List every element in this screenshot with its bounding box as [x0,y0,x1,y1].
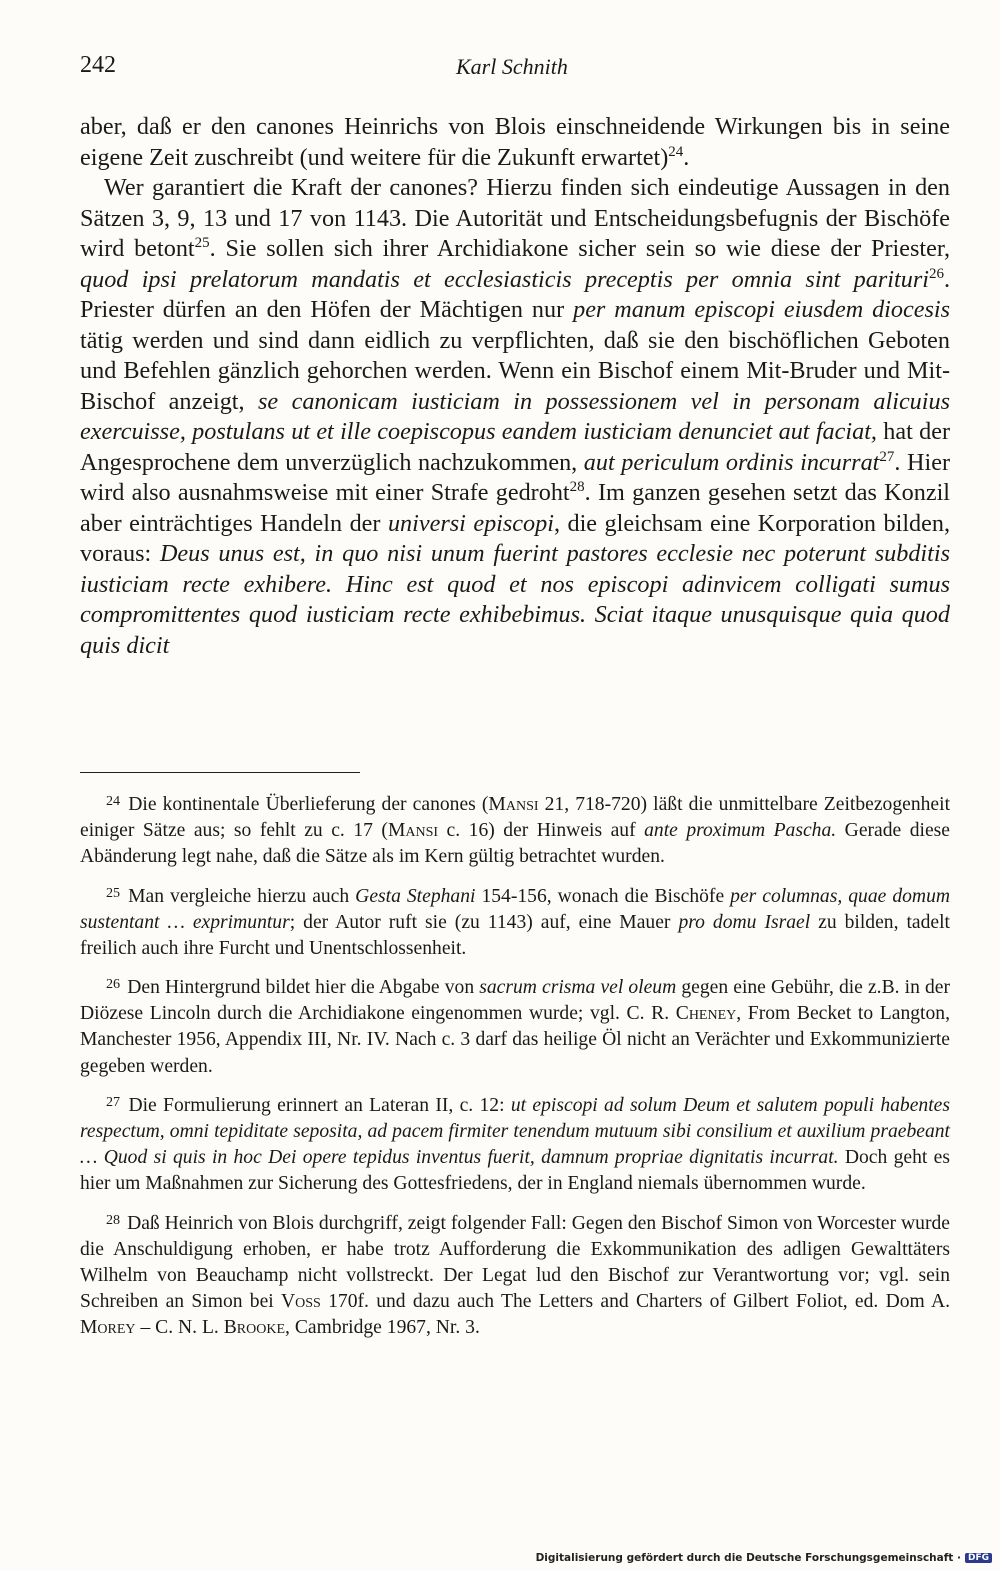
latin-quote: per columnas, quae domum sustentant … exprimuntur [80,885,951,933]
latin-quote: aut periculum ordinis incurrat [583,448,880,476]
digitization-credit [536,1552,992,1564]
main-text [80,112,950,661]
footnote-text: Die kontinentale Überlieferung der canones (Mansi 21, 718-720) läßt die unmittelbare Zeitbezogenheit einiger Sätze aus; so fehlt zu c. 17 (Mansi c. 16) der Hinweis auf ante proximum Pascha. Gerade diese Abänderung legt nahe, daß die Sätze als im Kern gültig betrachtet wurden. [80,793,951,868]
latin-quote: per manum episcopi eiusdem diocesis [573,296,950,323]
footnote-text: Daß Heinrich von Blois durchgriff, zeigt folgender Fall: Gegen den Bischof Simon von Worcester wurde die Anschuldigung erhoben, er habe trotz Aufforderung die Exkommunikation des adligen Gewalttäters Wilhelm von Beauchamp nicht vollstreckt. Der Legat lud den Bischof zur Verantwortung vor; vgl. sein Schreiben an Simon bei Voss 170f. und dazu auch The Letters and Charters of Gilbert Foliot, ed. Dom A. Morey – C. N. L. Brooke, Cambridge 1967, Nr. 3. [80,1212,950,1339]
page-header [80,52,950,86]
footnote-ref: 26 [928,265,944,282]
latin-quote: quod ipsi prelatorum mandatis et ecclesiasticis preceptis per omnia sint parituri [80,265,929,293]
footnote-ref: 25 [194,234,210,251]
footnote-text: Den Hintergrund bildet hier die Abgabe von sacrum crisma vel oleum gegen eine Gebühr, die z.B. in der Diözese Lincoln durch die Archidiakone eingenommen wurde; vgl. C. R. Cheney, From Becket to Langton, Manchester 1956, Appendix III, Nr. IV. Nach c. 3 darf das heilige Öl nicht an Verächter und Exkommunizierte gegeben werden. [80,977,950,1077]
footnote-text: Man vergleiche hierzu auch Gesta Stephani 154-156, wonach die Bischöfe per columnas, quae domum sustentant … exprimuntur; der Autor ruft sie (zu 1143) auf, eine Mauer pro domu Israel zu bilden, tadelt freilich auch ihre Furcht und Unentschlossenheit. [80,885,951,959]
dfg-logo: DFG [965,1553,992,1563]
latin-quote: ut episcopi ad solum Deum et salutem populi habentes respectum, omni tepiditate seposita, ad pacem firmiter tenendum mutuum sibi consilium et auxilium praebeant … Quod si quis in hoc Dei opere tepidus inventus fuerit, damnum propriae dignitatis incurrat. [80,1094,950,1169]
author-name: Brooke [223,1317,286,1339]
footnote-text: Die Formulierung erinnert an Lateran II, c. 12: ut episcopi ad solum Deum et salutem populi habentes respectum, omni tepiditate seposita, ad pacem firmiter tenendum mutuum sibi consilium et auxilium praebeant … Quod si quis in hoc Dei opere tepidus inventus fuerit, damnum propriae dignitatis incurrat. Doch geht es hier um Maßnahmen zur Sicherung des Gottesfriedens, der in England niemals übernommen wurde. [80,1094,950,1195]
footnote-number: 26 [106,976,121,993]
footnote-26 [80,971,950,1080]
author-name: Morey [80,1317,136,1339]
latin-quote: sacrum crisma vel oleum [479,977,677,999]
paragraph-2: Wer garantiert die Kraft der canones? Hierzu finden sich eindeutige Aussagen in den Sätzen 3, 9, 13 und 17 von 1143. Die Autorität und Entscheidungsbefugnis der Bischöfe wird betont$^{25}$. Sie sollen sich ihrer Archidiakone sicher sein so wie diese der Priester, quod ipsi prelatorum mandatis et ecclesiasticis preceptis per omnia sint parituri$^{26}$. Priester dürfen an den Höfen der Mächtigen nur per manum episcopi eiusdem diocesis tätig werden und sind dann eidlich zu verpflichten, daß sie den bischöflichen Geboten und Befehlen gänzlich gehorchen werden. Wenn ein Bischof einem Mit-Bruder und Mit-Bischof anzeigt, se canonicam iusticiam in possessionem vel in personam alicuius exercuisse, postulans ut et ille coepiscopus eandem iusticiam denunciet aut faciat, hat der Angesprochene dem unverzüglich nachzukommen, aut periculum ordinis incurrat$^{27}$. Hier wird also ausnahmsweise mit einer Strafe gedroht$^{28}$. Im ganzen gesehen setzt das Konzil aber einträchtiges Handeln der universi episcopi, die gleichsam eine Korporation bilden, voraus: Deus unus est, in quo nisi unum fuerint pastores ecclesie nec poterunt subditis iusticiam recte exhibere. Hinc est quod et nos episcopi adinvicem colligati sumus compromittentes quod iusticiam recte exhibebimus. Sciat itaque unusquisque quia quod quis dicit [80,174,951,659]
footnote-ref: 28 [569,478,585,495]
running-head: Karl Schnith [456,54,568,79]
latin-quote: Deus unus est, in quo nisi unum fuerint pastores ecclesie nec poterunt subditis iusticiam recte exhibere. Hinc est quod et nos episcopi adinvicem colligati sumus compromittentes quod iusticiam recte exhibebimus. Sciat itaque unusquisque quia quod quis dicit [80,540,950,659]
footnote-25 [80,880,950,963]
credit-text: Digitalisierung gefördert durch die Deutsche Forschungsgemeinschaft · [535,1552,961,1564]
latin-quote: se canonicam iusticiam in possessionem vel in personam alicuius exercuisse, postulans ut et ille coepiscopus eandem iusticiam denunciet aut faciat, [80,387,950,445]
paragraph-1: aber, daß er den canones Heinrichs von Blois einschneidende Wirkungen bis in seine eigene Zeit zuschreibt (und weitere für die Zukunft erwartet)$^{24}$. [80,113,950,171]
footnote-24 [80,788,950,871]
footnote-ref: 24 [668,143,684,160]
footnote-number: 27 [106,1093,121,1110]
footnote-ref: 27 [879,448,895,465]
latin-quote: universi episcopi [387,509,554,537]
latin-quote: ante proximum Pascha. [644,820,837,842]
author-name: Voss [281,1291,321,1313]
footnote-number: 25 [106,884,121,901]
footnote-27 [80,1089,950,1198]
footnote-28 [80,1207,950,1342]
author-name: Mansi [387,820,439,842]
footnote-separator [80,772,360,773]
author-name: Mansi [488,793,539,815]
latin-quote: Gesta Stephani [355,885,476,907]
page-number: 242 [80,52,116,78]
footnote-number: 24 [106,793,121,809]
footnote-number: 28 [106,1211,121,1228]
author-name: Cheney [675,1003,737,1025]
footnotes [80,788,950,1351]
latin-quote: pro domu Israel [678,911,811,933]
